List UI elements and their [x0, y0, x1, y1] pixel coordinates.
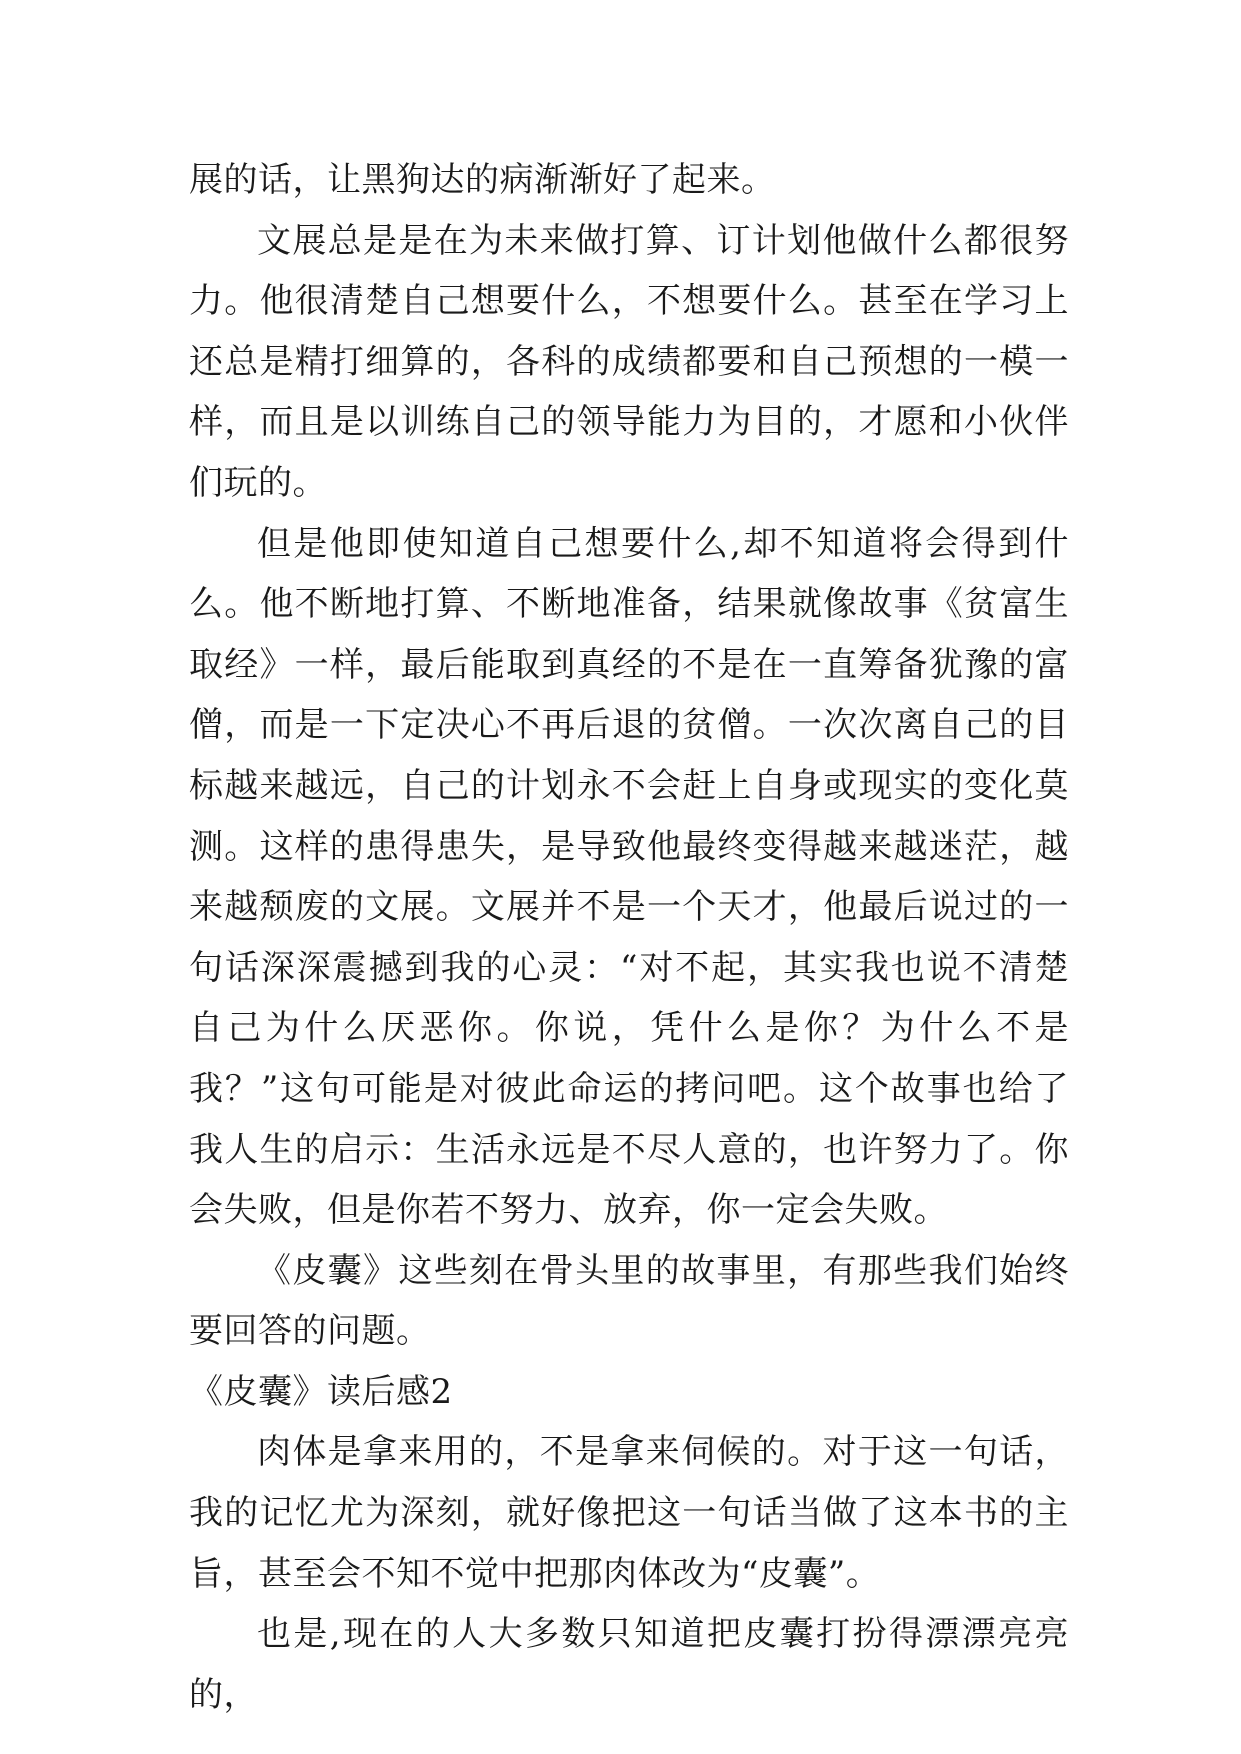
document-body [189, 150, 1069, 1725]
paragraph: 文展总是是在为未来做打算、订计划他做什么都很努力。他很清楚自己想要什么，不想要什么。甚至在学习上还总是精打细算的，各科的成绩都要和自己预想的一模一样，而且是以训练自己的领导能力为目的，才愿和小伙伴们玩的。 [189, 220, 1069, 503]
paragraph: 也是,现在的人大多数只知道把皮囊打扮得漂漂亮亮的， [189, 1614, 1069, 1715]
paragraph: 展的话，让黑狗达的病渐渐好了起来。 [189, 160, 776, 200]
paragraph: 《皮囊》这些刻在骨头里的故事里，有那些我们始终要回答的问题。 [189, 1250, 1069, 1352]
paragraph: 但是他即使知道自己想要什么,却不知道将会得到什么。他不断地打算、不断地准备，结果就像故事《贫富生取经》一样，最后能取到真经的不是在一直筹备犹豫的富僧，而是一下定决心不再后退的贫僧。一次次离自己的目标越来越远，自己的计划永不会赶上自身或现实的变化莫测。这样的患得患失，是导致他最终变得越来越迷茫，越来越颓废的文展。文展并不是一个天才，他最后说过的一句话深深震撼到我的心灵：“对不起，其实我也说不清楚自己为什么厌恶你。你说，凭什么是你？为什么不是我？”这句可能是对彼此命运的拷问吧。这个故事也给了我人生的启示：生活永远是不尽人意的，也许努力了。你会失败，但是你若不努力、放弃，你一定会失败。 [189, 523, 1069, 1231]
section-heading: 《皮囊》读后感2 [189, 1371, 453, 1412]
paragraph: 肉体是拿来用的，不是拿来伺候的。对于这一句话，我的记忆尤为深刻，就好像把这一句话当做了这本书的主旨，甚至会不知不觉中把那肉体改为“皮囊”。 [189, 1432, 1069, 1594]
